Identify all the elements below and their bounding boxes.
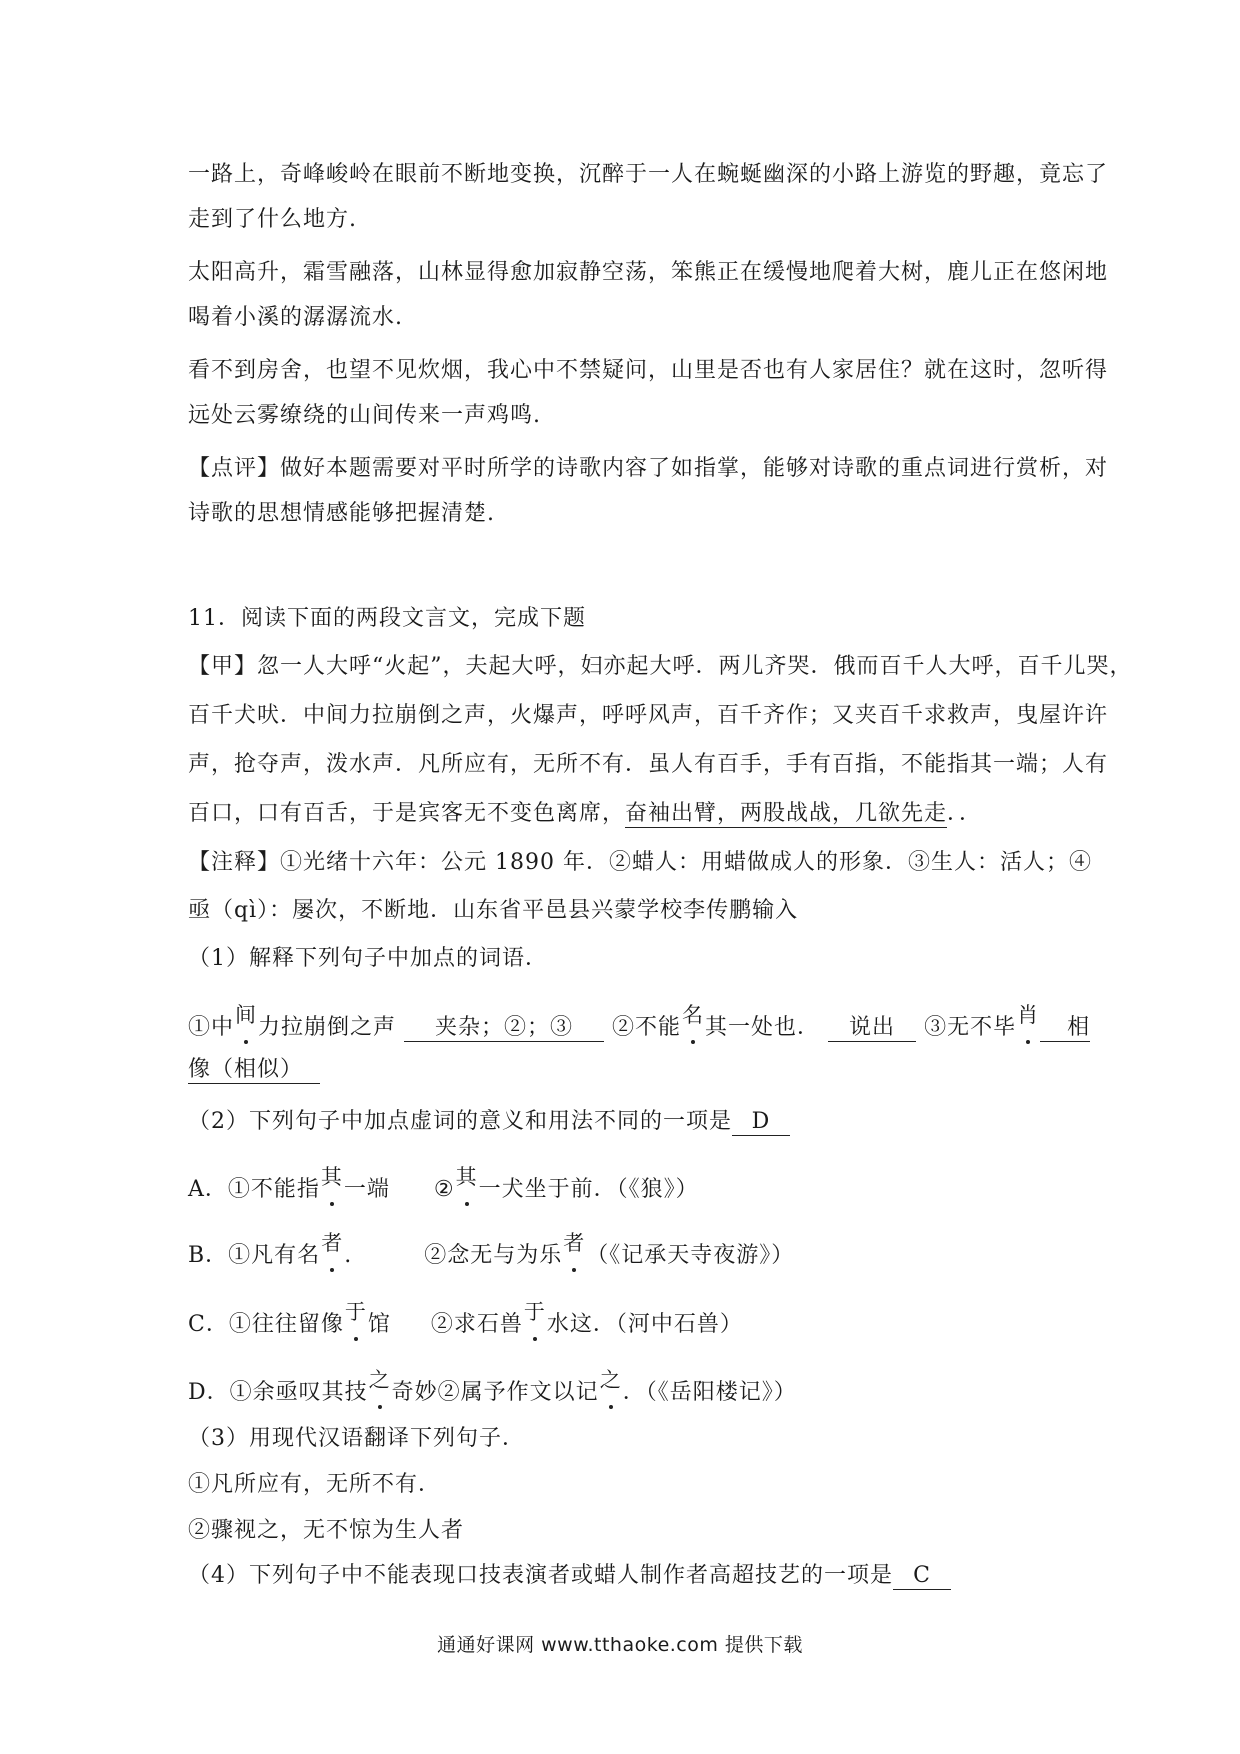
option-text: ②念无与为乐 bbox=[424, 1243, 563, 1268]
answer-blank: D bbox=[732, 1109, 790, 1136]
option-text: 水这．（河中石兽） bbox=[546, 1312, 743, 1337]
answer-blank: 说出 bbox=[828, 1015, 916, 1042]
answer-blank: 像（相似） bbox=[188, 1057, 320, 1084]
option-text: 奇妙 bbox=[391, 1380, 438, 1405]
paragraph-line: 太阳高升，霜雪融落，山林显得愈加寂静空荡，笨熊正在缓慢地爬着大树，鹿儿正在悠闲地 bbox=[188, 260, 1109, 285]
passage-line: 声，抢夺声，泼水声．凡所应有，无所不有．虽人有百手，手有百指，不能指其一端；人有 bbox=[188, 752, 1109, 777]
subquestion-line bbox=[188, 1000, 1091, 1043]
sentence-text: 力拉崩倒之声 bbox=[258, 1015, 397, 1040]
dotted-word: 之 bbox=[369, 1365, 391, 1395]
subquestion-line bbox=[188, 1561, 1058, 1591]
passage-line: 【甲】忽一人大呼“火起”，夫起大呼，妇亦起大呼．两儿齐哭．俄而百千人大呼，百千儿哭， bbox=[188, 654, 1133, 679]
question-title: 11．阅读下面的两段文言文，完成下题 bbox=[188, 606, 586, 631]
page-footer: 通通好课网 www.tthaoke.com 提供下载 bbox=[437, 1634, 803, 1656]
sentence-text: ③无不毕 bbox=[924, 1015, 1017, 1040]
option-text: ②属予作文以记 bbox=[437, 1380, 599, 1405]
option-text: ② bbox=[433, 1177, 455, 1202]
passage-line: 百千犬吠．中间力拉崩倒之声，火爆声，呼呼风声，百千齐作；又夹百千求救声，曳屋许许 bbox=[188, 703, 1109, 728]
option-letter: B． bbox=[188, 1243, 229, 1268]
dotted-word: 之 bbox=[600, 1365, 622, 1395]
paragraph-line: 看不到房舍，也望不见炊烟，我心中不禁疑问，山里是否也有人家居住？就在这时，忽听得 bbox=[188, 358, 1109, 383]
option-text: . bbox=[344, 1243, 353, 1268]
answer-blank: 夹杂；②；③ bbox=[404, 1015, 604, 1042]
paragraph-line: 远处云雾缭绕的山间传来一声鸡鸣. bbox=[188, 403, 541, 428]
dotted-word: 间 bbox=[235, 1000, 257, 1030]
subquestion-label: （2）下列句子中加点虚词的意义和用法不同的一项是 bbox=[188, 1109, 732, 1134]
option-c bbox=[188, 1297, 1058, 1340]
option-b bbox=[188, 1228, 1058, 1271]
paragraph-line: 喝着小溪的潺潺流水. bbox=[188, 305, 403, 330]
subquestion-label: （1）解释下列句子中加点的词语． bbox=[188, 946, 548, 971]
sentence-text: ②不能 bbox=[612, 1015, 682, 1040]
passage-text: 百口，口有百舌，于是宾客无不变色离席， bbox=[188, 801, 626, 826]
passage-line bbox=[188, 799, 1058, 829]
subquestion-line bbox=[188, 1055, 1058, 1085]
option-letter: D． bbox=[188, 1380, 230, 1405]
note-line: 亟（qì）：屡次，不断地．山东省平邑县兴蒙学校李传鹏输入 bbox=[188, 898, 799, 923]
dotted-word: 其 bbox=[456, 1162, 478, 1192]
note-line: 【注释】①光绪十六年：公元 1890 年．②蜡人：用蜡做成人的形象．③生人：活人；④ bbox=[188, 850, 1092, 875]
sentence-text: 其一处也． bbox=[705, 1015, 821, 1040]
subquestion-line bbox=[188, 1107, 1058, 1137]
option-a bbox=[188, 1162, 1058, 1205]
dotted-word: 于 bbox=[345, 1297, 367, 1327]
option-text: ②求石兽 bbox=[430, 1312, 523, 1337]
passage-text: ．． bbox=[947, 801, 983, 826]
option-text: （《记承天寺夜游》） bbox=[586, 1243, 795, 1268]
underlined-text: 奋袖出臂，两股战战，几欲先走 bbox=[625, 801, 948, 826]
option-letter: A． bbox=[188, 1177, 228, 1202]
dotted-word: 者 bbox=[321, 1228, 343, 1258]
option-d bbox=[188, 1365, 1058, 1408]
answer-blank: C bbox=[893, 1563, 951, 1590]
option-text: 一端 bbox=[343, 1177, 390, 1202]
dotted-word: 于 bbox=[524, 1297, 546, 1327]
subquestion-label: （3）用现代汉语翻译下列句子． bbox=[188, 1426, 525, 1451]
translate-item: ①凡所应有，无所不有． bbox=[188, 1472, 442, 1497]
option-text: ①余亟叹其技 bbox=[229, 1380, 368, 1405]
dotted-word: 肖 bbox=[1017, 1000, 1039, 1030]
answer-blank: 相 bbox=[1040, 1015, 1090, 1042]
dotted-word: 者 bbox=[563, 1228, 585, 1258]
dotted-word: 其 bbox=[321, 1162, 343, 1192]
option-text: ①往往留像 bbox=[228, 1312, 344, 1337]
option-text: 一犬坐于前．（《狼》） bbox=[478, 1177, 699, 1202]
paragraph-line: 一路上，奇峰峻岭在眼前不断地变换，沉醉于一人在蜿蜒幽深的小路上游览的野趣，竟忘了 bbox=[188, 162, 1109, 187]
option-text: ①凡有名 bbox=[228, 1243, 321, 1268]
option-text: 馆 bbox=[367, 1312, 391, 1337]
paragraph-line: 走到了什么地方. bbox=[188, 207, 357, 232]
option-letter: C． bbox=[188, 1312, 229, 1337]
translate-item: ②骤视之，无不惊为生人者 bbox=[188, 1518, 465, 1543]
comment-line: 【点评】做好本题需要对平时所学的诗歌内容了如指掌，能够对诗歌的重点词进行赏析，对 bbox=[188, 456, 1109, 481]
option-text: ．（《岳阳楼记》） bbox=[622, 1380, 797, 1405]
subquestion-label: （4）下列句子中不能表现口技表演者或蜡人制作者高超技艺的一项是 bbox=[188, 1563, 893, 1588]
comment-line: 诗歌的思想情感能够把握清楚. bbox=[188, 501, 495, 526]
sentence-text: ①中 bbox=[188, 1015, 235, 1040]
dotted-word: 名 bbox=[682, 1000, 704, 1030]
option-text: ①不能指 bbox=[227, 1177, 320, 1202]
